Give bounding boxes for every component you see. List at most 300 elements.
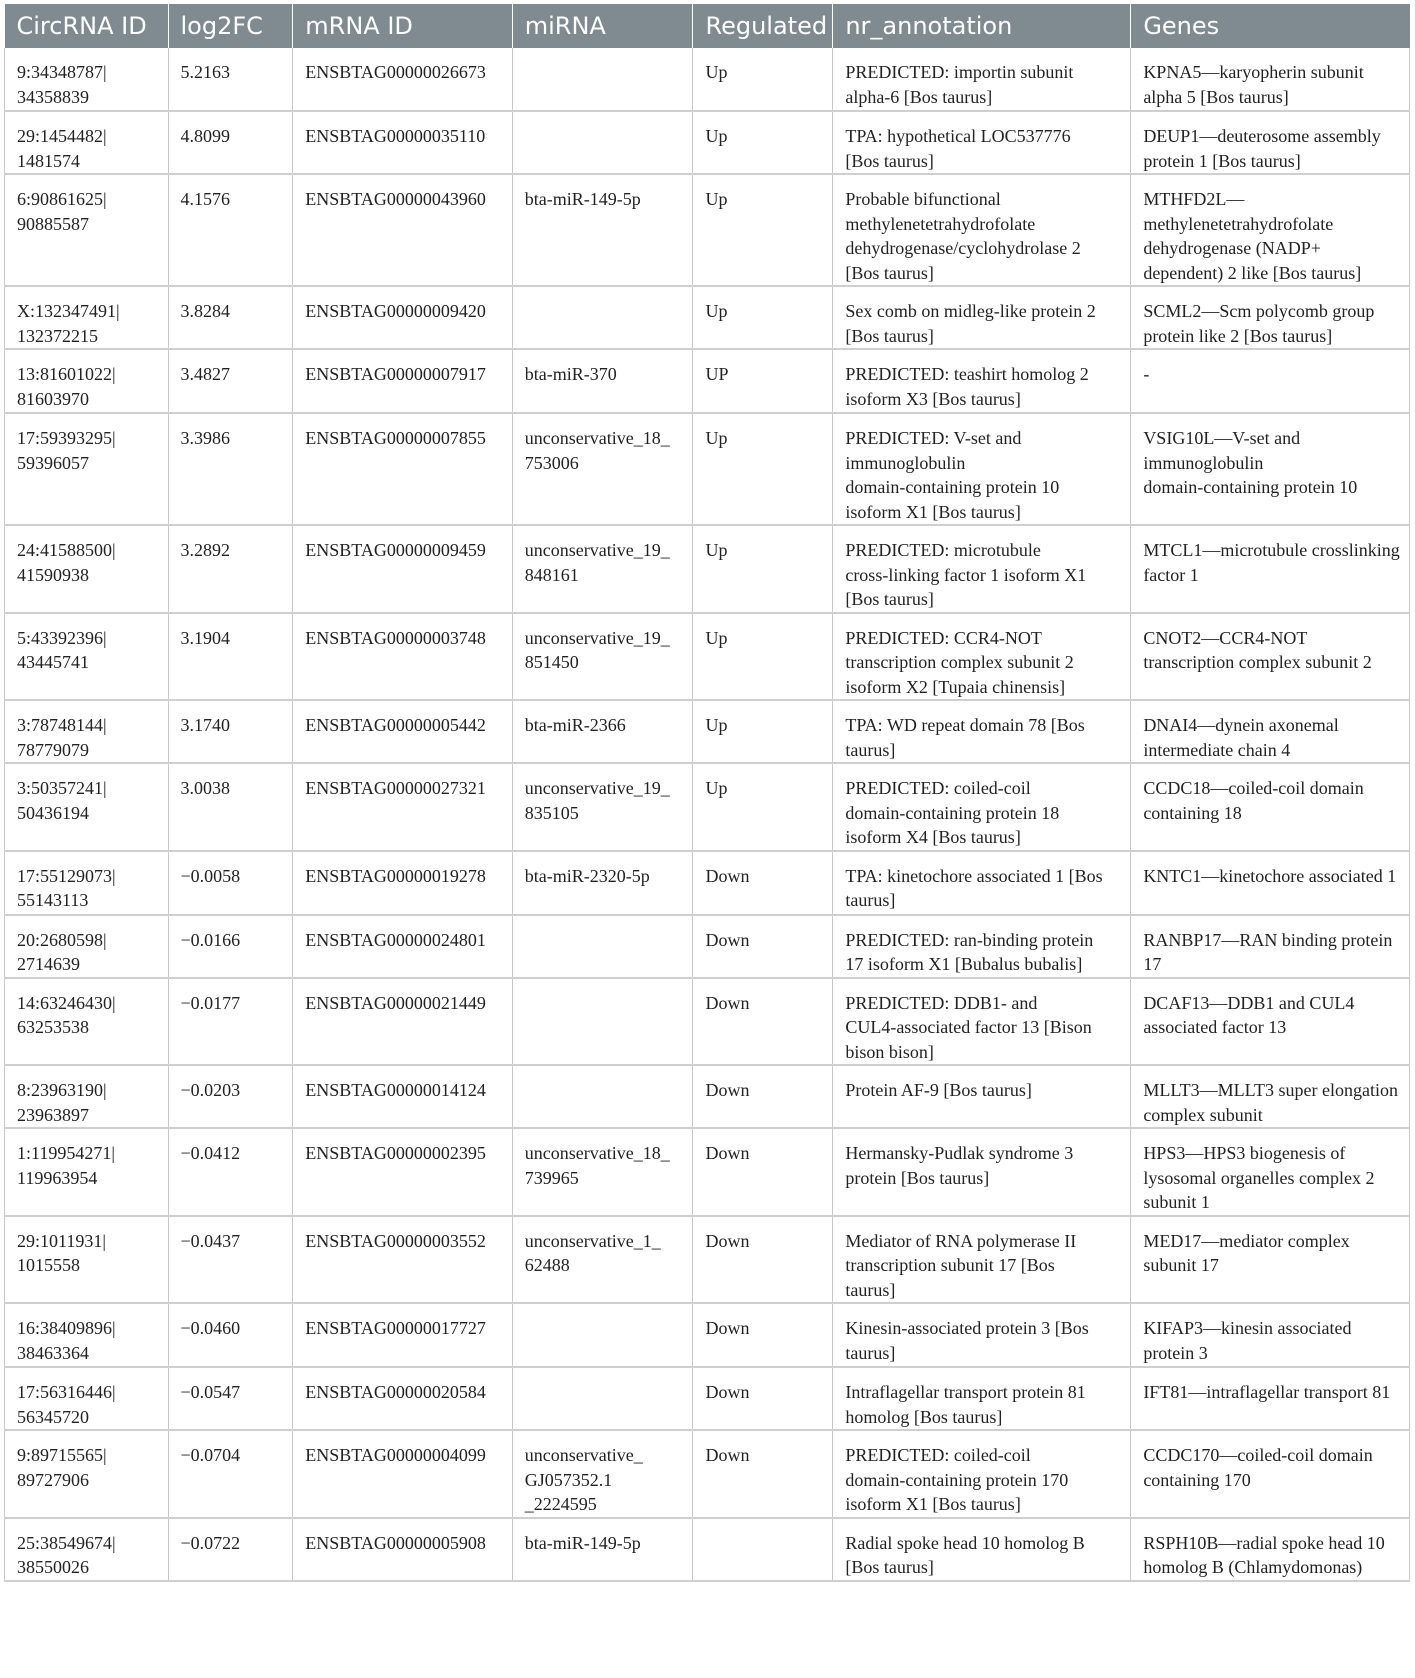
table-row [5, 851, 1410, 915]
cell-regulated [693, 915, 833, 978]
cell-mirna [512, 700, 693, 763]
cell-log2fc-text: −0.0437 [180, 1230, 241, 1251]
cell-mrna-id-text: ENSBTAG00000005442 [305, 715, 486, 735]
cell-mirna-text: unconservative_19_ 835105 [524, 778, 670, 823]
cell-genes [1131, 613, 1410, 701]
cell-mirna-text: bta-miR-2320-5p [524, 865, 650, 886]
cell-mirna [512, 111, 693, 174]
table-row [5, 1128, 1410, 1216]
cell-circrna-id-text: 9:89715565| 89727906 [17, 1445, 107, 1490]
cell-circrna-id [5, 525, 169, 613]
cell-genes [1131, 349, 1410, 413]
cell-regulated [693, 978, 833, 1066]
cell-nr-annotation [833, 48, 1131, 111]
cell-mrna-id-text: ENSBTAG00000014124 [305, 1080, 486, 1100]
cell-log2fc-text: 4.8099 [180, 126, 231, 146]
cell-regulated-text: UP [705, 364, 729, 384]
cell-mirna [512, 978, 693, 1066]
cell-mrna-id-text: ENSBTAG00000005908 [305, 1532, 486, 1553]
cell-mrna-id [293, 525, 512, 613]
cell-mirna [512, 613, 693, 701]
cell-nr-annotation-text: Hermansky-Pudlak syndrome 3 protein [Bos taurus] [845, 1143, 1074, 1188]
cell-genes [1131, 413, 1410, 525]
cell-regulated-text: Down [705, 1318, 750, 1338]
cell-mirna [512, 48, 693, 111]
cell-circrna-id-text: 17:55129073| 55143113 [17, 865, 116, 910]
cell-circrna-id-text: 1:119954271| 119963954 [17, 1143, 115, 1188]
cell-genes-text: KIFAP3—kinesin associated protein 3 [1143, 1318, 1352, 1363]
cell-mirna-text: bta-miR-149-5p [524, 1532, 641, 1553]
cell-regulated-text: Up [705, 62, 728, 82]
cell-mrna-id-text: ENSBTAG00000004099 [305, 1445, 486, 1465]
cell-regulated [693, 1430, 833, 1518]
cell-mirna [512, 1303, 693, 1367]
col-header-log2fc: log2FC [168, 4, 293, 48]
cell-mrna-id [293, 111, 512, 174]
cell-regulated [693, 1065, 833, 1128]
table-row [5, 1303, 1410, 1367]
col-header-mrna-id: mRNA ID [293, 4, 512, 48]
cell-mrna-id [293, 978, 512, 1066]
cell-mrna-id [293, 1367, 512, 1430]
cell-circrna-id [5, 1518, 169, 1581]
cell-mrna-id-text: ENSBTAG00000035110 [305, 126, 486, 146]
cell-mrna-id-text: ENSBTAG00000027321 [305, 778, 486, 798]
cell-circrna-id [5, 1216, 169, 1304]
cell-regulated-text: Up [705, 715, 728, 735]
cell-log2fc [168, 1518, 293, 1581]
cell-log2fc [168, 1216, 293, 1304]
cell-nr-annotation [833, 413, 1131, 525]
cell-genes-text: DNAI4—dynein axonemal intermediate chain 4 [1143, 715, 1339, 760]
cell-mirna [512, 763, 693, 851]
cell-mrna-id [293, 1065, 512, 1128]
cell-mirna [512, 1430, 693, 1518]
cell-nr-annotation [833, 1430, 1131, 1518]
cell-nr-annotation [833, 174, 1131, 286]
table-header-row [5, 4, 1410, 48]
cell-nr-annotation-text: PREDICTED: V-set and immunoglobulin domain-containing protein 10 isoform X1 [Bos taurus] [845, 428, 1060, 522]
cell-mrna-id [293, 1518, 512, 1581]
col-header-circrna-id: CircRNA ID [5, 4, 169, 48]
table-row [5, 349, 1410, 413]
cell-regulated [693, 349, 833, 413]
cell-genes [1131, 851, 1410, 915]
cell-regulated [693, 48, 833, 111]
cell-nr-annotation [833, 613, 1131, 701]
cell-genes-text: MLLT3—MLLT3 super elongation complex subunit [1143, 1080, 1398, 1125]
cell-circrna-id [5, 1303, 169, 1367]
cell-genes-text: - [1143, 364, 1150, 384]
cell-regulated-text: Up [705, 778, 728, 798]
cell-circrna-id [5, 286, 169, 349]
cell-regulated [693, 286, 833, 349]
cell-mrna-id-text: ENSBTAG00000007855 [305, 428, 486, 448]
cell-circrna-id [5, 174, 169, 286]
col-header-mirna: miRNA [512, 4, 693, 48]
cell-regulated [693, 413, 833, 525]
cell-log2fc-text: −0.0058 [180, 865, 241, 886]
cell-circrna-id-text: 16:38409896| 38463364 [17, 1318, 116, 1363]
cell-nr-annotation-text: PREDICTED: teashirt homolog 2 isoform X3 [Bos taurus] [845, 364, 1089, 409]
cell-mrna-id-text: ENSBTAG00000020584 [305, 1382, 486, 1402]
cell-circrna-id-text: X:132347491| 132372215 [17, 301, 120, 346]
cell-nr-annotation-text: PREDICTED: CCR4-NOT transcription complex subunit 2 isoform X2 [Tupaia chinensis] [845, 627, 1074, 697]
cell-genes-text: CNOT2—CCR4-NOT transcription complex subunit 2 [1143, 627, 1372, 672]
cell-mrna-id [293, 1216, 512, 1304]
cell-mirna [512, 413, 693, 525]
table-row [5, 978, 1410, 1066]
cell-circrna-id-text: 8:23963190| 23963897 [17, 1080, 107, 1125]
cell-mrna-id-text: ENSBTAG00000003552 [305, 1230, 486, 1251]
cell-mirna-text: bta-miR-370 [524, 364, 617, 384]
cell-mirna-text: bta-miR-149-5p [524, 189, 641, 209]
table-row [5, 613, 1410, 701]
cell-genes [1131, 525, 1410, 613]
cell-genes-text: CCDC18—coiled-coil domain containing 18 [1143, 778, 1364, 823]
cell-regulated [693, 851, 833, 915]
table-row [5, 1430, 1410, 1518]
cell-genes-text: RANBP17—RAN binding protein 17 [1143, 929, 1393, 974]
cell-circrna-id [5, 700, 169, 763]
table-body [5, 48, 1410, 1581]
cell-genes-text: DCAF13—DDB1 and CUL4 associated factor 13 [1143, 992, 1355, 1037]
col-header-regulated: Regulated [693, 4, 833, 48]
cell-genes [1131, 1065, 1410, 1128]
cell-log2fc [168, 1367, 293, 1430]
cell-mrna-id [293, 851, 512, 915]
cell-nr-annotation-text: PREDICTED: importin subunit alpha-6 [Bos taurus] [845, 62, 1074, 107]
cell-regulated [693, 1303, 833, 1367]
cell-circrna-id [5, 1065, 169, 1128]
cell-mrna-id [293, 613, 512, 701]
cell-nr-annotation-text: PREDICTED: coiled-coil domain-containing protein 18 isoform X4 [Bos taurus] [845, 778, 1060, 847]
cell-regulated-text: Down [705, 992, 750, 1013]
cell-nr-annotation [833, 763, 1131, 851]
cell-log2fc-text: −0.0547 [180, 1382, 241, 1402]
cell-genes [1131, 763, 1410, 851]
cell-circrna-id-text: 5:43392396| 43445741 [17, 627, 107, 672]
cell-nr-annotation [833, 286, 1131, 349]
cell-log2fc-text: −0.0722 [180, 1532, 241, 1553]
cell-mirna [512, 1367, 693, 1430]
cell-mirna-text: unconservative_1_ 62488 [524, 1230, 661, 1275]
cell-circrna-id [5, 978, 169, 1066]
cell-nr-annotation-text: Kinesin-associated protein 3 [Bos taurus] [845, 1318, 1089, 1363]
cell-regulated [693, 525, 833, 613]
cell-circrna-id [5, 915, 169, 978]
cell-mrna-id-text: ENSBTAG00000009459 [305, 540, 486, 560]
cell-regulated-text: Down [705, 1143, 750, 1163]
cell-circrna-id-text: 20:2680598| 2714639 [17, 929, 107, 974]
cell-genes-text: MTCL1—microtubule crosslinking factor 1 [1143, 540, 1400, 585]
cell-mirna-text: bta-miR-2366 [524, 715, 626, 735]
cell-log2fc [168, 1430, 293, 1518]
cell-log2fc-text: 3.1904 [180, 627, 231, 648]
cell-circrna-id [5, 1367, 169, 1430]
cell-log2fc-text: −0.0412 [180, 1143, 241, 1163]
cell-circrna-id-text: 9:34348787| 34358839 [17, 62, 107, 107]
cell-genes [1131, 1518, 1410, 1581]
cell-nr-annotation-text: TPA: WD repeat domain 78 [Bos taurus] [845, 715, 1085, 760]
cell-genes-text: CCDC170—coiled-coil domain containing 170 [1143, 1445, 1373, 1490]
cell-genes [1131, 1216, 1410, 1304]
cell-regulated-text: Up [705, 540, 728, 560]
cell-nr-annotation [833, 349, 1131, 413]
cell-nr-annotation-text: Protein AF-9 [Bos taurus] [845, 1080, 1032, 1100]
cell-genes [1131, 286, 1410, 349]
cell-circrna-id-text: 25:38549674| 38550026 [17, 1532, 116, 1577]
cell-mirna-text: unconservative_19_ 848161 [524, 540, 670, 585]
cell-nr-annotation-text: TPA: kinetochore associated 1 [Bos taurus] [845, 865, 1103, 910]
cell-nr-annotation-text: Sex comb on midleg-like protein 2 [Bos taurus] [845, 301, 1096, 346]
cell-nr-annotation-text: PREDICTED: DDB1- and CUL4-associated factor 13 [Bison bison bison] [845, 992, 1092, 1062]
cell-log2fc [168, 763, 293, 851]
table-row [5, 525, 1410, 613]
table-row [5, 1367, 1410, 1430]
cell-log2fc [168, 851, 293, 915]
cell-mrna-id-text: ENSBTAG00000002395 [305, 1143, 486, 1163]
cell-circrna-id [5, 613, 169, 701]
cell-circrna-id-text: 24:41588500| 41590938 [17, 540, 116, 585]
cell-mrna-id-text: ENSBTAG00000021449 [305, 992, 486, 1013]
cell-genes-text: KPNA5—karyopherin subunit alpha 5 [Bos taurus] [1143, 62, 1364, 107]
circrna-table-container [4, 4, 1410, 1582]
cell-circrna-id-text: 29:1011931| 1015558 [17, 1230, 106, 1275]
cell-circrna-id [5, 851, 169, 915]
cell-regulated-text: Down [705, 1382, 750, 1402]
cell-circrna-id [5, 1430, 169, 1518]
cell-mrna-id-text: ENSBTAG00000024801 [305, 929, 486, 950]
cell-regulated [693, 1518, 833, 1581]
cell-mrna-id [293, 413, 512, 525]
cell-log2fc-text: 3.3986 [180, 428, 231, 448]
table-row [5, 413, 1410, 525]
cell-genes [1131, 915, 1410, 978]
cell-genes [1131, 978, 1410, 1066]
cell-regulated-text: Down [705, 929, 750, 950]
cell-regulated-text: Down [705, 1230, 750, 1251]
table-row [5, 1216, 1410, 1304]
cell-nr-annotation [833, 1128, 1131, 1216]
cell-circrna-id-text: 17:59393295| 59396057 [17, 428, 116, 473]
cell-regulated-text: Up [705, 301, 728, 321]
cell-log2fc [168, 700, 293, 763]
cell-nr-annotation [833, 111, 1131, 174]
cell-genes-text: HPS3—HPS3 biogenesis of lysosomal organelles complex 2 subunit 1 [1143, 1143, 1375, 1212]
cell-circrna-id-text: 29:1454482| 1481574 [17, 126, 107, 171]
cell-genes-text: VSIG10L—V-set and immunoglobulin domain-containing protein 10 [1143, 428, 1358, 497]
cell-circrna-id-text: 14:63246430| 63253538 [17, 992, 116, 1037]
table-row [5, 1518, 1410, 1581]
cell-log2fc [168, 1065, 293, 1128]
cell-genes-text: MED17—mediator complex subunit 17 [1143, 1230, 1350, 1275]
cell-circrna-id [5, 763, 169, 851]
cell-circrna-id-text: 3:78748144| 78779079 [17, 715, 107, 760]
cell-genes [1131, 1367, 1410, 1430]
cell-mrna-id-text: ENSBTAG00000003748 [305, 627, 486, 648]
cell-mirna-text: unconservative_18_ 753006 [524, 428, 670, 473]
cell-log2fc-text: −0.0177 [180, 992, 241, 1013]
cell-mirna [512, 1128, 693, 1216]
cell-nr-annotation [833, 1367, 1131, 1430]
cell-circrna-id-text: 13:81601022| 81603970 [17, 364, 116, 409]
cell-genes [1131, 1430, 1410, 1518]
cell-circrna-id [5, 111, 169, 174]
cell-mirna [512, 1518, 693, 1581]
cell-genes [1131, 1303, 1410, 1367]
cell-regulated-text: Down [705, 865, 750, 886]
col-header-nr-annotation: nr_annotation [833, 4, 1131, 48]
cell-mrna-id [293, 48, 512, 111]
cell-mrna-id [293, 1303, 512, 1367]
cell-nr-annotation-text: PREDICTED: ran-binding protein 17 isoform X1 [Bubalus bubalis] [845, 929, 1094, 974]
cell-mirna [512, 525, 693, 613]
cell-log2fc-text: −0.0460 [180, 1318, 241, 1338]
cell-mrna-id [293, 700, 512, 763]
cell-mirna [512, 1065, 693, 1128]
cell-log2fc [168, 915, 293, 978]
table-row [5, 1065, 1410, 1128]
cell-log2fc [168, 1128, 293, 1216]
cell-nr-annotation-text: PREDICTED: microtubule cross-linking factor 1 isoform X1 [Bos taurus] [845, 540, 1087, 609]
cell-mirna [512, 174, 693, 286]
cell-nr-annotation [833, 1216, 1131, 1304]
cell-nr-annotation-text: Intraflagellar transport protein 81 homolog [Bos taurus] [845, 1382, 1086, 1427]
cell-nr-annotation-text: Radial spoke head 10 homolog B [Bos taurus] [845, 1532, 1085, 1577]
cell-genes [1131, 700, 1410, 763]
cell-nr-annotation [833, 525, 1131, 613]
cell-genes-text: KNTC1—kinetochore associated 1 [1143, 865, 1397, 886]
cell-regulated [693, 1216, 833, 1304]
col-header-genes: Genes [1131, 4, 1410, 48]
cell-mirna [512, 286, 693, 349]
cell-nr-annotation-text: TPA: hypothetical LOC537776 [Bos taurus] [845, 126, 1071, 171]
cell-regulated [693, 174, 833, 286]
cell-regulated-text: Down [705, 1080, 750, 1100]
cell-circrna-id-text: 3:50357241| 50436194 [17, 778, 107, 823]
cell-mirna-text: unconservative_ GJ057352.1 _2224595 [524, 1445, 643, 1514]
cell-regulated-text: Up [705, 627, 728, 648]
table-row [5, 174, 1410, 286]
cell-mirna [512, 915, 693, 978]
table-row [5, 700, 1410, 763]
cell-log2fc-text: 3.0038 [180, 778, 231, 798]
cell-regulated [693, 763, 833, 851]
cell-log2fc-text: −0.0704 [180, 1445, 241, 1465]
table-row [5, 915, 1410, 978]
cell-log2fc [168, 349, 293, 413]
cell-log2fc [168, 613, 293, 701]
cell-mrna-id [293, 1128, 512, 1216]
cell-circrna-id [5, 48, 169, 111]
table-row [5, 111, 1410, 174]
cell-mrna-id-text: ENSBTAG00000043960 [305, 189, 486, 209]
cell-nr-annotation [833, 1065, 1131, 1128]
cell-log2fc-text: 3.2892 [180, 540, 231, 560]
cell-regulated [693, 613, 833, 701]
cell-nr-annotation [833, 915, 1131, 978]
cell-nr-annotation [833, 978, 1131, 1066]
cell-nr-annotation [833, 1518, 1131, 1581]
cell-circrna-id [5, 349, 169, 413]
cell-mrna-id-text: ENSBTAG00000007917 [305, 364, 486, 384]
cell-mrna-id [293, 349, 512, 413]
cell-log2fc-text: 3.4827 [180, 364, 231, 384]
cell-regulated-text: Up [705, 189, 728, 209]
cell-genes-text: MTHFD2L— methylenetetrahydrofolate dehydrogenase (NADP+ dependent) 2 like [Bos taurus] [1143, 189, 1362, 283]
table-row [5, 286, 1410, 349]
cell-nr-annotation [833, 700, 1131, 763]
cell-circrna-id-text: 17:56316446| 56345720 [17, 1382, 116, 1427]
cell-mrna-id-text: ENSBTAG00000026673 [305, 62, 486, 82]
cell-log2fc [168, 48, 293, 111]
cell-mrna-id [293, 1430, 512, 1518]
cell-log2fc [168, 1303, 293, 1367]
cell-mrna-id [293, 763, 512, 851]
cell-genes-text: SCML2—Scm polycomb group protein like 2 [Bos taurus] [1143, 301, 1375, 346]
cell-nr-annotation-text: Mediator of RNA polymerase II transcription subunit 17 [Bos taurus] [845, 1230, 1077, 1300]
cell-mrna-id [293, 915, 512, 978]
cell-mrna-id-text: ENSBTAG00000009420 [305, 301, 486, 321]
cell-genes-text: RSPH10B—radial spoke head 10 homolog B (Chlamydomonas) [1143, 1532, 1385, 1577]
cell-mirna-text: unconservative_18_ 739965 [524, 1143, 670, 1188]
cell-mirna-text: unconservative_19_ 851450 [524, 627, 670, 672]
cell-log2fc-text: 5.2163 [180, 62, 231, 82]
cell-log2fc-text: 4.1576 [180, 189, 231, 209]
cell-genes [1131, 111, 1410, 174]
cell-log2fc-text: −0.0166 [180, 929, 241, 950]
cell-circrna-id [5, 1128, 169, 1216]
cell-regulated-text: Up [705, 428, 728, 448]
cell-genes-text: DEUP1—deuterosome assembly protein 1 [Bos taurus] [1143, 126, 1381, 171]
cell-nr-annotation [833, 851, 1131, 915]
cell-log2fc-text: 3.8284 [180, 301, 231, 321]
cell-nr-annotation [833, 1303, 1131, 1367]
cell-mirna [512, 851, 693, 915]
cell-genes [1131, 48, 1410, 111]
table-row [5, 48, 1410, 111]
cell-mirna [512, 349, 693, 413]
cell-genes [1131, 1128, 1410, 1216]
cell-regulated [693, 1367, 833, 1430]
cell-mrna-id [293, 286, 512, 349]
cell-mirna [512, 1216, 693, 1304]
cell-genes-text: IFT81—intraflagellar transport 81 [1143, 1382, 1391, 1402]
cell-mrna-id [293, 174, 512, 286]
cell-log2fc [168, 174, 293, 286]
cell-regulated [693, 111, 833, 174]
cell-mrna-id-text: ENSBTAG00000019278 [305, 865, 486, 886]
cell-log2fc [168, 978, 293, 1066]
cell-circrna-id [5, 413, 169, 525]
cell-genes [1131, 174, 1410, 286]
cell-nr-annotation-text: Probable bifunctional methylenetetrahydrofolate dehydrogenase/cyclohydrolase 2 [Bos taurus] [845, 189, 1081, 283]
circrna-table [4, 4, 1410, 1582]
cell-log2fc [168, 525, 293, 613]
cell-log2fc-text: −0.0203 [180, 1080, 241, 1100]
cell-circrna-id-text: 6:90861625| 90885587 [17, 189, 107, 234]
cell-nr-annotation-text: PREDICTED: coiled-coil domain-containing protein 170 isoform X1 [Bos taurus] [845, 1445, 1069, 1514]
cell-log2fc [168, 111, 293, 174]
cell-regulated [693, 1128, 833, 1216]
cell-log2fc-text: 3.1740 [180, 715, 231, 735]
cell-regulated [693, 700, 833, 763]
cell-mrna-id-text: ENSBTAG00000017727 [305, 1318, 486, 1338]
table-row [5, 763, 1410, 851]
cell-log2fc [168, 413, 293, 525]
cell-regulated-text: Down [705, 1445, 750, 1465]
